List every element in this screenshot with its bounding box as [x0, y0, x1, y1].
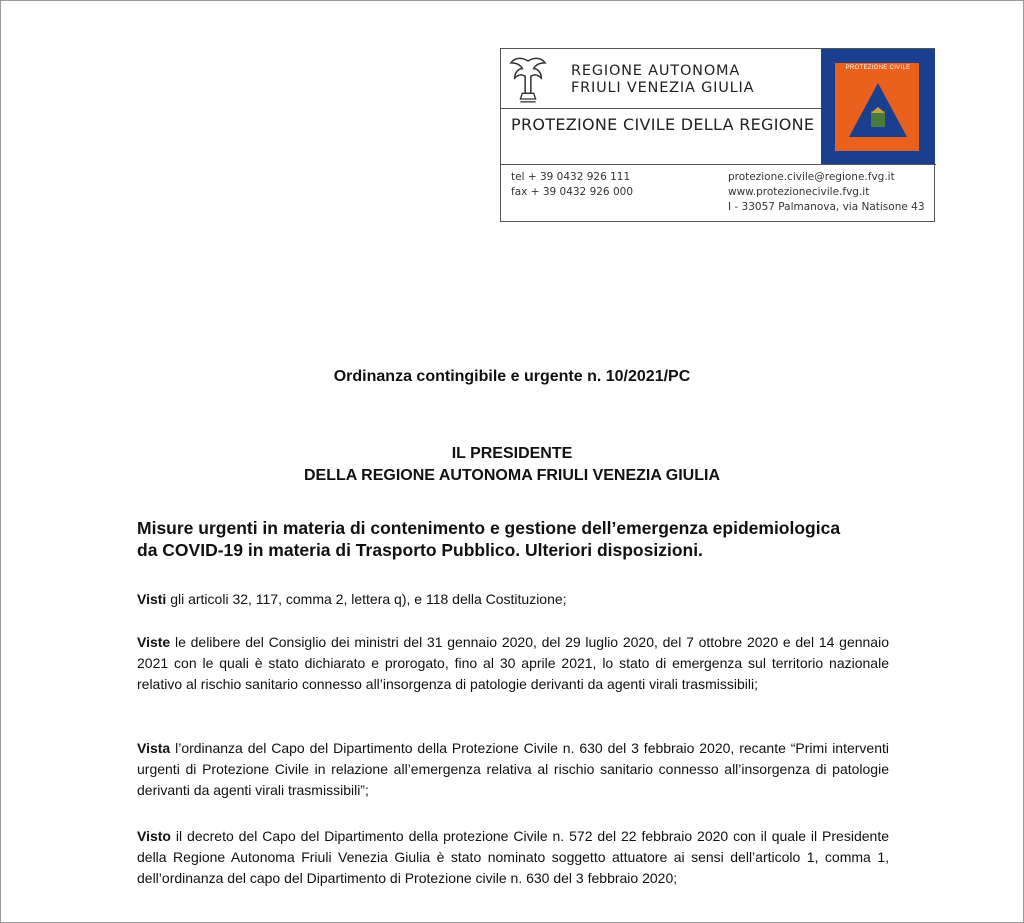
civil-protection-logo [821, 49, 935, 164]
eagle-emblem-icon [509, 55, 547, 105]
paragraph-text: il decreto del Capo del Dipartimento della protezione Civile n. 572 del 22 febbraio 2020 con il quale il Presidente della Regione Autonoma Friuli Venezia Giulia è stato nominato soggetto attuatore ai sensi dell’articolo 1, comma 1, dell’ordinanza del capo del Dipartimento di Protezione civile n. 630 del 3 febbraio 2020; [137, 828, 889, 886]
phone-contacts [511, 170, 633, 200]
paragraph-lead: Vista [137, 740, 171, 756]
paragraph-visto [137, 826, 889, 889]
civil-protection-title: PROTEZIONE CIVILE DELLA REGIONE [511, 115, 815, 134]
paragraph-lead: Viste [137, 634, 171, 650]
ordinance-title: Ordinanza contingibile e urgente n. 10/2021/PC [333, 368, 691, 385]
tel-text: tel + 39 0432 926 111 [511, 171, 631, 183]
letterhead [500, 48, 935, 222]
region-line-2: FRIULI VENEZIA GIULIA [571, 80, 755, 96]
paragraph-lead: Visti [137, 591, 167, 607]
paragraph-text: l’ordinanza del Capo del Dipartimento della Protezione Civile n. 630 del 3 febbraio 2020, recante “Primi interventi urgenti di Protezione Civile in relazione all’emergenza relativa al rischio sanitario connesso all’insorgenza di patologie derivanti da agenti virali trasmissibili”; [137, 740, 889, 798]
divider [501, 108, 821, 109]
president-line-1: IL PRESIDENTE [451, 445, 573, 462]
email-link[interactable]: protezione.civile@regione.fvg.it [728, 171, 895, 183]
paragraph-text: gli articoli 32, 117, comma 2, lettera q), e 118 della Costituzione; [166, 591, 567, 607]
address-text: I - 33057 Palmanova, via Natisone 43 [728, 201, 925, 213]
subject-line-1: Misure urgenti in materia di contenimento e gestione dell’emergenza epidemiologica [137, 518, 841, 538]
ordinance-subject [137, 517, 897, 561]
triangle-emblem-icon [821, 49, 935, 164]
paragraph-text: le delibere del Consiglio dei ministri del 31 gennaio 2020, del 29 luglio 2020, del 7 ottobre 2020 e del 14 gennaio 2021 con le quali è stato dichiarato e prorogato, fino al 30 aprile 2021, lo stato di emergenza sul territorio nazionale relativo al rischio sanitario connesso all’insorgenza di patologie derivanti da agenti virali trasmissibili; [137, 634, 889, 692]
fax-text: fax + 39 0432 926 000 [511, 186, 633, 198]
logo-label: PROTEZIONE CIVILE [845, 65, 911, 71]
paragraph-lead: Visto [137, 828, 171, 844]
paragraph-viste [137, 632, 889, 695]
website-link[interactable]: www.protezionecivile.fvg.it [728, 186, 870, 198]
paragraph-visti [137, 589, 889, 610]
region-line-1: REGIONE AUTONOMA [571, 63, 741, 79]
region-name [571, 63, 754, 97]
web-contacts [728, 170, 925, 215]
subject-line-2: da COVID-19 in materia di Trasporto Pubblico. Ulteriori disposizioni. [137, 540, 703, 560]
president-heading [0, 443, 1024, 487]
paragraph-vista [137, 738, 889, 801]
divider [501, 164, 936, 165]
president-line-2: DELLA REGIONE AUTONOMA FRIULI VENEZIA GIULIA [304, 467, 720, 484]
